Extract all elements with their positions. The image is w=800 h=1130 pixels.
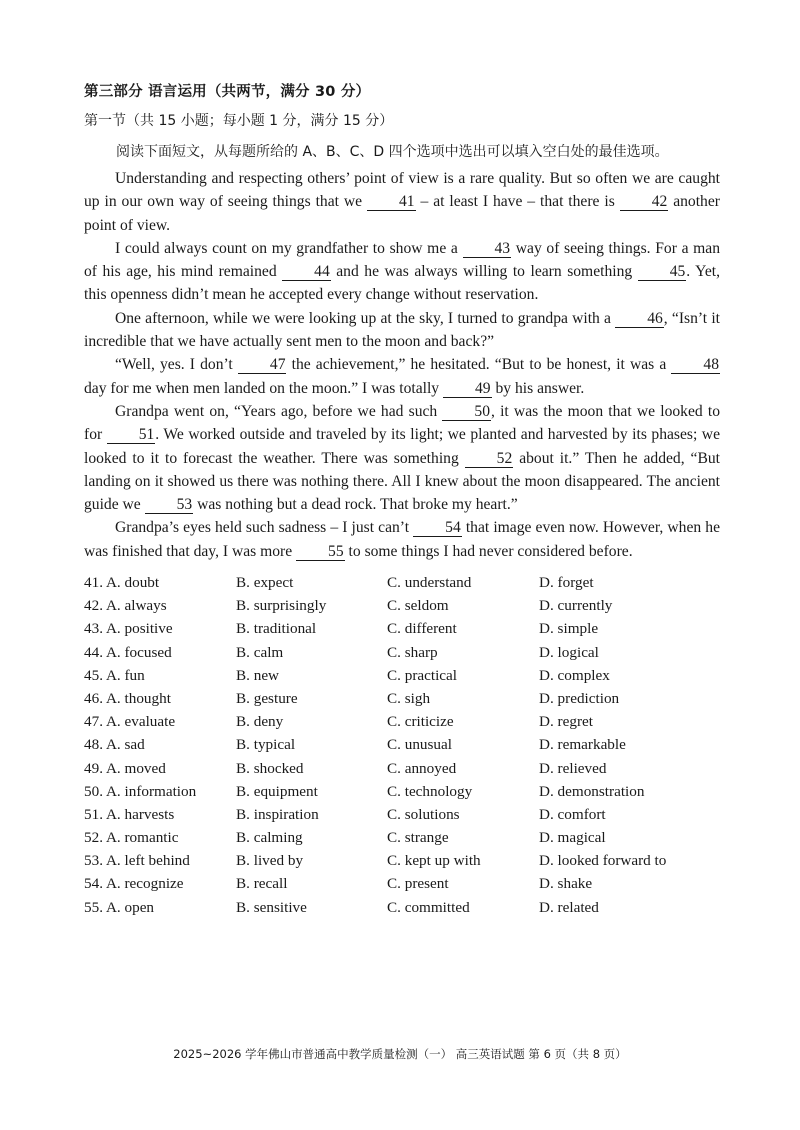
blank-41: 41 [367,193,416,211]
option-c: C. kept up with [387,852,481,870]
option-c: C. annoyed [387,759,457,777]
instruction-text: 阅读下面短文，从每题所给的 A、B、C、D 四个选项中选出可以填入空白处的最佳选项。 [116,144,669,160]
blank-52: 52 [465,450,514,468]
option-c: C. present [387,875,449,893]
option-a: 50. A. information [84,782,197,800]
option-b: B. lived by [236,852,304,870]
option-d: D. relieved [539,759,607,777]
option-a: 43. A. positive [84,620,173,638]
option-row-55 [84,896,724,919]
option-c: C. practical [387,666,457,684]
option-b: B. sensitive [236,898,307,916]
option-d: D. logical [539,643,599,661]
option-a: 53. A. left behind [84,852,190,870]
option-d: D. demonstration [539,782,645,800]
passage-paragraph-1 [84,167,720,237]
option-row-47 [84,710,724,733]
option-d: D. looked forward to [539,852,667,870]
option-a: 45. A. fun [84,666,145,684]
section-title: 第三部分 语言运用（共两节，满分 30 分） [84,84,371,100]
passage-text: , it was the moon that we looked to for [84,402,720,444]
option-d: D. simple [539,620,599,638]
option-d: D. prediction [539,689,620,707]
blank-49: 49 [443,380,492,398]
page-footer: 2025~2026 学年佛山市普通高中教学质量检测（一） 高三英语试题 第 6 页（共 8 页） [173,1047,627,1061]
option-a: 47. A. evaluate [84,713,176,731]
option-c: C. strange [387,829,449,847]
passage-text: Understanding and respecting others’ point of view is a rare quality. But so often we are caught up in our own way of seeing things that we [84,170,720,211]
option-row-49 [84,757,724,780]
option-d: D. regret [539,713,593,731]
option-b: B. surprisingly [236,597,327,615]
option-a: 54. A. recognize [84,875,184,893]
option-b: B. expect [236,574,294,591]
passage-text: about it.” Then he added, “But landing on it showed us there was nothing there. All I knew about the moon disappeared. The ancient guide we [84,449,720,514]
option-b: B. calm [236,643,284,661]
passage-text: , “Isn’t it incredible that we have actually sent men to the moon and back?” [84,309,720,351]
option-row-53 [84,849,724,872]
option-c: C. solutions [387,805,460,823]
passage-text: was nothing but a dead rock. That broke my heart.” [193,496,518,514]
passage-text: way of seeing things. For a man of his age, his mind remained [84,239,720,281]
option-b: B. shocked [236,759,304,777]
option-b: B. inspiration [236,805,319,823]
option-a: 51. A. harvests [84,805,175,823]
option-row-46 [84,687,724,710]
blank-50: 50 [442,403,491,421]
option-c: C. unusual [387,736,452,754]
passage-text: by his answer. [491,379,585,397]
option-a: 49. A. moved [84,759,166,777]
passage-text: – at least I have – that there is [415,193,620,211]
option-a: 46. A. thought [84,689,171,707]
option-a: 55. A. open [84,898,155,916]
option-a: 48. A. sad [84,736,145,754]
option-b: B. equipment [236,782,318,800]
option-d: D. forget [539,574,594,591]
passage-text: Grandpa’s eyes held such sadness – I just can’t [115,519,414,537]
passage-text: I could always count on my grandfather to show me a [115,239,463,257]
option-d: D. related [539,898,599,916]
option-b: B. deny [236,713,284,731]
option-c: C. committed [387,898,470,916]
passage-paragraph-4 [84,353,720,400]
option-b: B. typical [236,736,296,754]
blank-46: 46 [615,310,664,328]
option-d: D. remarkable [539,736,626,754]
option-c: C. sigh [387,689,431,707]
option-row-51 [84,803,724,826]
blank-47: 47 [238,356,287,374]
option-row-41 [84,571,724,594]
option-c: C. sharp [387,643,438,661]
blank-45: 45 [638,263,687,281]
passage-paragraph-6 [84,516,720,563]
option-row-48 [84,733,724,756]
passage-text: the achievement,” he hesitated. “But to be honest, it was a [286,356,672,374]
answer-options [84,571,724,919]
option-row-50 [84,780,724,803]
passage-paragraph-3 [84,307,720,354]
option-row-52 [84,826,724,849]
option-row-42 [84,594,724,617]
option-row-43 [84,617,724,640]
passage-paragraph-5 [84,400,720,516]
blank-54: 54 [413,519,462,537]
passage-text: . We worked outside and traveled by its light; we planted and harvested by its phases; we looked to it to forecast the weather. There was something [84,426,720,467]
passage-text: One afternoon, while we were looking up at the sky, I turned to grandpa with a [115,309,616,327]
blank-55: 55 [296,543,345,561]
option-c: C. technology [387,782,473,800]
passage-text: another point of view. [84,193,720,234]
option-row-45 [84,664,724,687]
option-b: B. calming [236,829,303,847]
cloze-passage [84,167,720,563]
option-b: B. recall [236,875,288,893]
passage-text: that image even now. However, when he was finished that day, I was more [84,519,721,560]
passage-text: “Well, yes. I don’t [115,356,238,374]
option-a: 42. A. always [84,597,167,615]
option-c: C. different [387,620,457,638]
passage-text: and he was always willing to learn something [330,263,638,281]
option-c: C. criticize [387,713,454,731]
option-d: D. comfort [539,805,606,823]
blank-48: 48 [671,356,720,374]
option-a: 44. A. focused [84,643,172,661]
blank-44: 44 [282,263,331,281]
option-b: B. new [236,666,280,684]
option-row-54 [84,872,724,895]
option-d: D. magical [539,829,606,847]
passage-text: to some things I had never considered before. [344,542,633,560]
blank-53: 53 [145,496,194,514]
passage-paragraph-2 [84,237,720,307]
option-a: 41. A. doubt [84,574,160,591]
passage-text: day for me when men landed on the moon.” I was totally [84,379,443,397]
blank-42: 42 [620,193,669,211]
blank-51: 51 [107,426,156,444]
option-d: D. shake [539,875,593,893]
passage-text: Grandpa went on, “Years ago, before we had such [115,402,443,420]
subsection-title: 第一节（共 15 小题；每小题 1 分，满分 15 分） [84,113,394,129]
option-a: 52. A. romantic [84,829,179,847]
option-c: C. understand [387,574,472,591]
option-d: D. complex [539,666,610,684]
passage-text: . Yet, this openness didn’t mean he accepted every change without reservation. [84,263,720,304]
option-d: D. currently [539,597,613,615]
option-row-44 [84,641,724,664]
option-c: C. seldom [387,597,449,615]
option-b: B. traditional [236,620,317,638]
blank-43: 43 [463,240,512,258]
option-b: B. gesture [236,689,298,707]
